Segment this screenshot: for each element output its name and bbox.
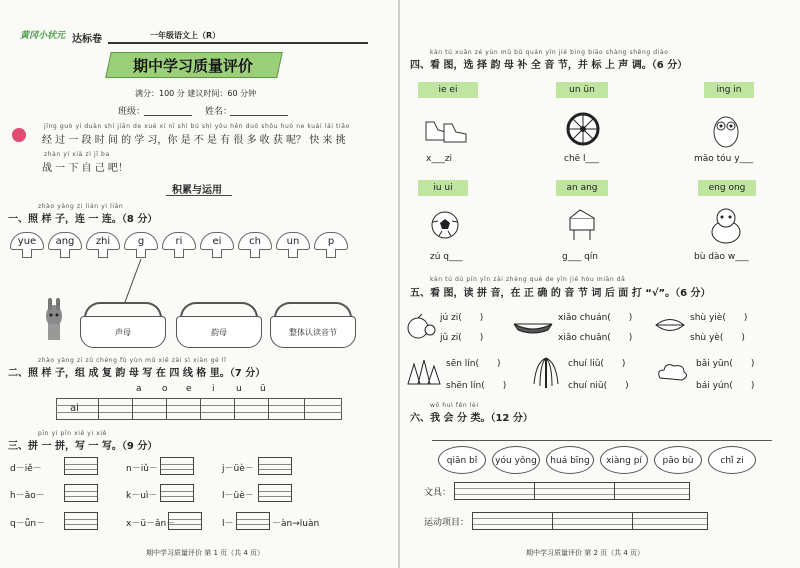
q5-title: 五、看 图，读 拼 音，在 正 确 的 音 节 词 后 面 打 “√”。（6 分） xyxy=(410,288,711,299)
q3-answer-1[interactable] xyxy=(64,457,98,475)
orange-icon xyxy=(406,312,436,340)
q4-title: 四、看 图，选 择 韵 母 补 全 音 节，并 标 上 声 调。（6 分） xyxy=(410,60,688,71)
q5-pinyin: kàn tú dú pīn yīn zài zhèng què de yīn jié hòu miàn dǎ xyxy=(430,276,626,283)
q4-answer-4[interactable]: zú q___ xyxy=(430,252,463,262)
basket-whole-syllables[interactable] xyxy=(270,302,356,350)
mushroom-label: yue xyxy=(10,232,44,250)
leaf-icon xyxy=(654,316,686,334)
q5-option-4a[interactable]: sēn lín( ) xyxy=(446,359,501,369)
q3-answer-2[interactable] xyxy=(160,457,194,475)
sports-box-divider xyxy=(552,512,553,530)
q3-answer-8[interactable] xyxy=(168,512,202,530)
grid-divider xyxy=(98,398,99,420)
vowel-u-umlaut: ü xyxy=(260,384,266,394)
class-label: 班级： xyxy=(118,107,146,117)
mushroom-label: p xyxy=(314,232,348,250)
q3-answer-6[interactable] xyxy=(258,484,292,502)
q5-option-3b[interactable]: shù yè( ) xyxy=(690,333,745,343)
mushroom-label: ang xyxy=(48,232,82,250)
q5-option-1b[interactable]: jǔ zi( ) xyxy=(440,333,484,343)
lantern-label: chǐ zi xyxy=(720,456,744,466)
q2-pinyin: zhào yàng zi zǔ chéng fù yùn mǔ xiě zài sì xiàn gé lǐ xyxy=(38,357,227,364)
q4-options-1: ie ei xyxy=(418,82,478,98)
lantern-label: pāo bù xyxy=(662,456,694,466)
shoes-icon xyxy=(424,114,468,146)
q3-pinyin: pīn yi pīn xiě yi xiě xyxy=(38,430,107,437)
q3-item-9: l－ xyxy=(222,519,234,529)
q3-item-4: h－ǎo－ xyxy=(10,491,45,501)
willow-icon xyxy=(530,354,562,390)
q5-option-1a[interactable]: jú zi( ) xyxy=(440,313,484,323)
q2-title: 二、照 样 子，组 成 复 韵 母 写 在 四 线 格 里。（7 分） xyxy=(8,368,266,379)
q3-item-8: x－ü－ǎn－ xyxy=(126,519,176,529)
mushroom-label: zhi xyxy=(86,232,120,250)
q5-option-6a[interactable]: bǎi yūn( ) xyxy=(696,359,755,369)
q5-option-6b[interactable]: bái yún( ) xyxy=(696,381,755,391)
intro-text-1: 经 过 一 段 时 间 的 学 习，你 是 不 是 有 很 多 收 获 呢？ 快 来 挑 xyxy=(42,135,346,146)
q5-option-4b[interactable]: shēn lín( ) xyxy=(446,381,507,391)
vowel-i: i xyxy=(212,384,215,394)
intro-text-2: 战 一 下 自 己 吧！ xyxy=(42,163,128,174)
football-icon xyxy=(430,210,460,240)
lantern-label: qiān bǐ xyxy=(446,456,478,466)
q4-answer-1[interactable]: x___zi xyxy=(426,154,453,164)
grid-divider xyxy=(166,398,167,420)
q4-options-6: eng ong xyxy=(698,180,756,196)
q4-answer-6[interactable]: bù dào w___ xyxy=(694,252,749,262)
name-label: 姓名： xyxy=(205,107,233,117)
q3-answer-4[interactable] xyxy=(64,484,98,502)
series-label: 达标卷 xyxy=(72,34,102,45)
grid-divider xyxy=(132,398,133,420)
q3-item-1: d－iě－ xyxy=(10,464,42,474)
grade-label: 一年级语文上（R） xyxy=(150,31,221,40)
q3-item-7: q－ǖn－ xyxy=(10,519,46,529)
mushroom-label: un xyxy=(276,232,310,250)
q6-pinyin: wǒ huì fēn lèi xyxy=(430,402,479,409)
basket-initials[interactable] xyxy=(80,302,166,350)
brand-logo: 黄冈小状元 xyxy=(20,31,66,41)
vowel-u: u xyxy=(236,384,242,394)
q3-answer-3[interactable] xyxy=(258,457,292,475)
lantern-label: huá bīng xyxy=(550,456,590,466)
lantern-6[interactable] xyxy=(708,446,756,474)
q2-example: ai xyxy=(70,403,79,414)
q4-answer-3[interactable]: māo tóu y___ xyxy=(694,154,754,164)
q5-option-5a[interactable]: chuí liǔ( ) xyxy=(568,359,626,369)
stationery-box-divider xyxy=(534,482,535,500)
boat-icon xyxy=(512,314,554,336)
vowel-o: o xyxy=(162,384,168,394)
lantern-label: yóu yǒng xyxy=(495,456,537,466)
q1-title: 一、照 样 子，连 一 连。（8 分） xyxy=(8,214,158,225)
donkey-icon xyxy=(42,296,68,344)
stationery-label: 文具： xyxy=(424,488,452,498)
q3-item-2: n－iǔ－ xyxy=(126,464,158,474)
sports-box-divider xyxy=(632,512,633,530)
q3-answer-9[interactable] xyxy=(236,512,270,530)
basket-label: 韵母 xyxy=(176,316,262,348)
lantern-rope xyxy=(432,440,772,441)
score-info: 满分：100 分 建议时间：60 分钟 xyxy=(135,89,257,98)
lantern-1[interactable] xyxy=(438,446,486,474)
section-header: 积累与运用 xyxy=(172,185,222,196)
grid-divider xyxy=(234,398,235,420)
stationery-answer-row[interactable] xyxy=(454,482,690,500)
example-connect-line xyxy=(0,0,398,568)
grid-divider xyxy=(268,398,269,420)
q4-options-4: iu ui xyxy=(418,180,468,196)
q5-option-3a[interactable]: shù yiè( ) xyxy=(690,313,748,323)
intro-pinyin-2: zhàn yí xià zì jǐ ba xyxy=(44,151,110,158)
q5-option-5b[interactable]: chuí niǔ( ) xyxy=(568,381,629,391)
mushroom-label: ri xyxy=(162,232,196,250)
lantern-4[interactable] xyxy=(600,446,648,474)
grid-divider xyxy=(200,398,201,420)
q6-title: 六、我 会 分 类。（12 分） xyxy=(410,413,533,424)
q5-option-2b[interactable]: xiǎo chuǎn( ) xyxy=(558,333,633,343)
piano-icon xyxy=(566,208,598,242)
lantern-label: xiàng pí xyxy=(606,456,642,466)
q4-pinyin: kàn tú xuǎn zé yùn mǔ bǔ quán yīn jié bìng biāo shàng shēng diào xyxy=(430,49,669,56)
basket-label: 整体认读音节 xyxy=(270,316,356,348)
q4-answer-5[interactable]: g___ qín xyxy=(562,252,598,262)
q5-option-2a[interactable]: xiǎo chuán( ) xyxy=(558,313,633,323)
q4-options-2: un ün xyxy=(556,82,608,98)
mushroom-label: g xyxy=(124,232,158,250)
q4-options-3: ing in xyxy=(704,82,754,98)
basket-finals[interactable] xyxy=(176,302,262,350)
vowel-a: a xyxy=(136,384,142,394)
q3-item-9-right: －àn→luàn xyxy=(272,519,320,529)
basket-label: 声母 xyxy=(80,316,166,348)
cloud-icon xyxy=(654,360,690,384)
vowel-e: e xyxy=(186,384,192,394)
sports-answer-row[interactable] xyxy=(472,512,708,530)
q4-answer-2[interactable]: chē l___ xyxy=(564,154,600,164)
left-footer: 期中学习质量评价 第 1 页（共 4 页） xyxy=(146,549,265,557)
mushroom-label: ei xyxy=(200,232,234,250)
wheel-icon xyxy=(566,112,600,146)
q1-pinyin: zhào yàng zi lián yi lián xyxy=(38,203,124,210)
mushroom-label: ch xyxy=(238,232,272,250)
lantern-5[interactable] xyxy=(654,446,702,474)
lantern-3[interactable] xyxy=(546,446,594,474)
sports-label: 运动项目： xyxy=(424,518,470,528)
forest-icon xyxy=(406,358,442,386)
q3-title: 三、拼 一 拼，写 一 写。（9 分） xyxy=(8,441,158,452)
q4-options-5: an ang xyxy=(556,180,608,196)
owl-icon xyxy=(712,108,740,148)
page-title: 期中学习质量评价 xyxy=(132,57,253,75)
stationery-box-divider xyxy=(614,482,615,500)
q3-answer-5[interactable] xyxy=(160,484,194,502)
grid-divider xyxy=(304,398,305,420)
q3-item-3: j－üè－ xyxy=(222,464,254,474)
lantern-2[interactable] xyxy=(492,446,540,474)
tumbler-icon xyxy=(710,206,742,244)
q3-item-5: k－uì－ xyxy=(126,491,158,501)
q3-answer-7[interactable] xyxy=(64,512,98,530)
intro-pinyin-1: jīng guò yí duàn shí jiān de xué xí nǐ shì bú shì yǒu hěn duō shōu huò ne kuài lái tiāo xyxy=(44,123,350,130)
right-footer: 期中学习质量评价 第 2 页（共 4 页） xyxy=(526,549,645,557)
q3-item-6: l－üè－ xyxy=(222,491,254,501)
